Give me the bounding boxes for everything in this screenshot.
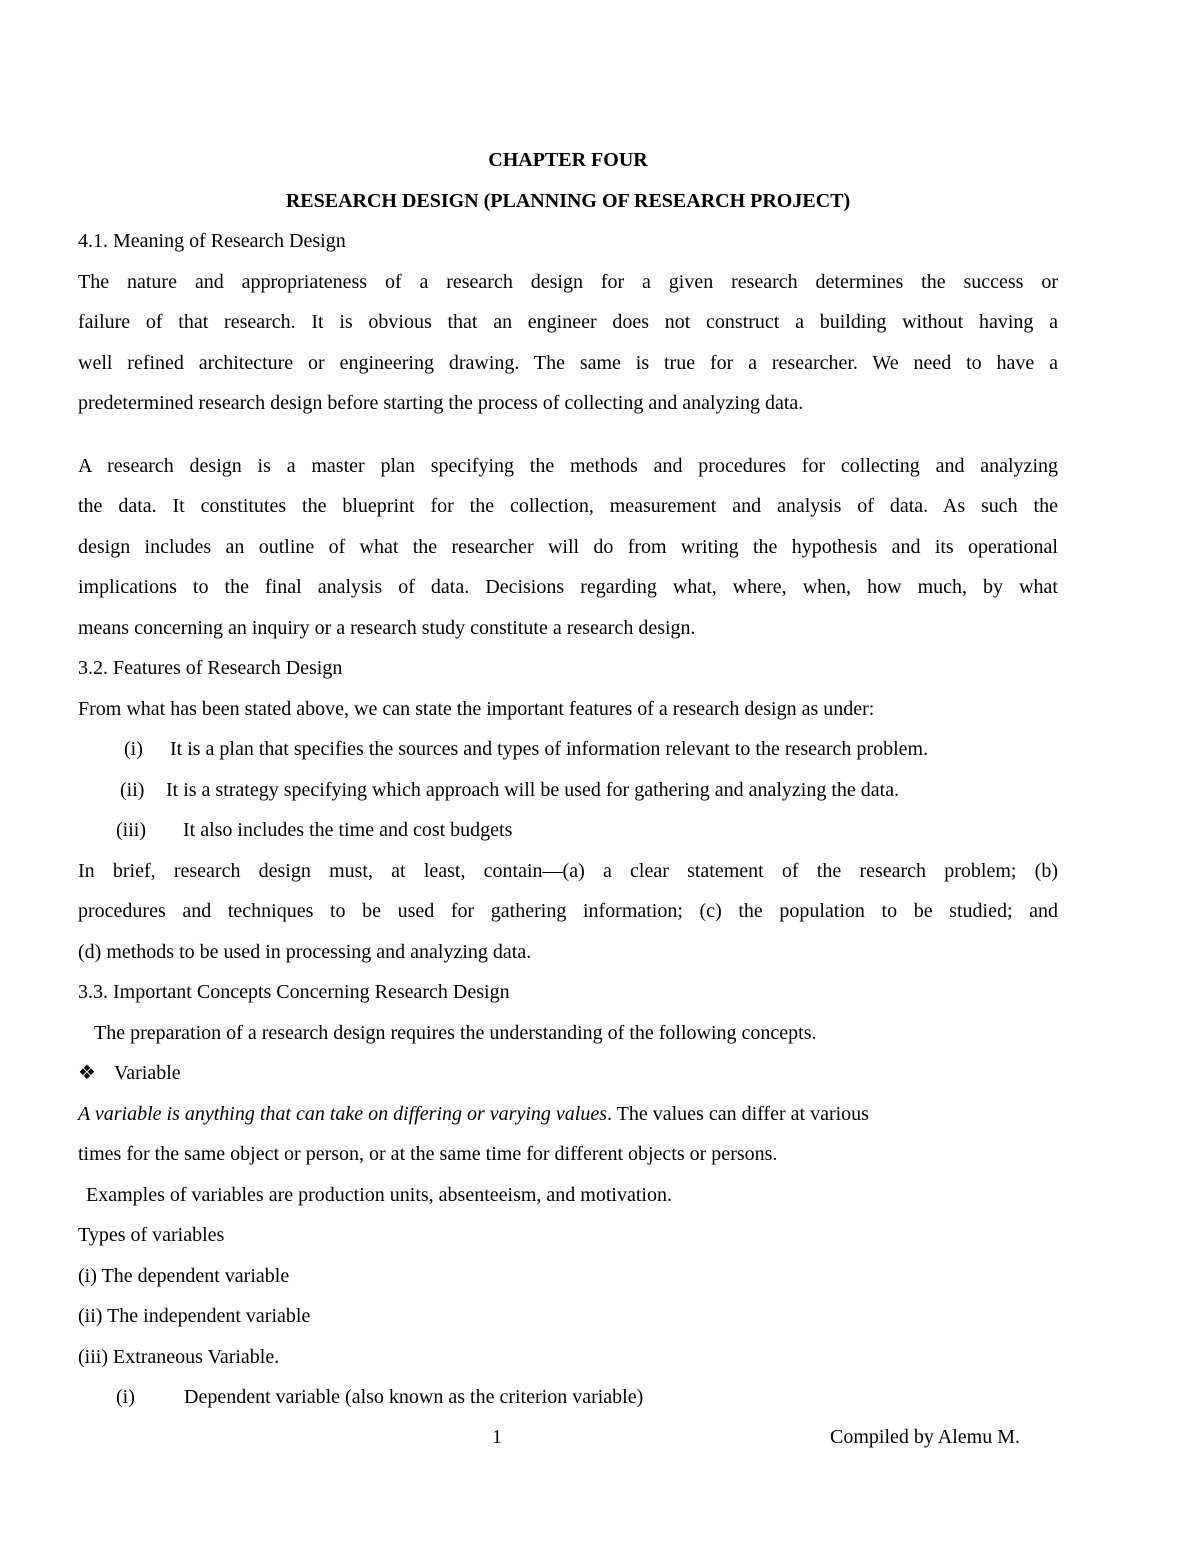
paragraph-line: The nature and appropriateness of a research design for a given research determines the success or [78, 270, 1058, 293]
page-footer [0, 1426, 1200, 1458]
feature-item-text: It also includes the time and cost budgets [183, 819, 513, 841]
sub-item-number: (i) [116, 1386, 135, 1408]
paragraph-brief [78, 851, 1058, 973]
paragraph-definition [78, 446, 1058, 649]
feature-item-text: It is a plan that specifies the sources and types of information relevant to the research problem. [170, 738, 929, 760]
page-number: 1 [492, 1426, 502, 1448]
type-item: (iii) Extraneous Variable. [78, 1345, 280, 1368]
definition-rest: . The values can differ at various [607, 1102, 869, 1125]
paragraph-line: well refined architecture or engineering drawing. The same is true for a researcher. We need to have a [78, 351, 1058, 374]
types-heading: Types of variables [78, 1224, 225, 1246]
document-page [78, 140, 1058, 1418]
chapter-subtitle: RESEARCH DESIGN (PLANNING OF RESEARCH PROJECT) [285, 189, 851, 212]
type-item: (i) The dependent variable [78, 1264, 290, 1287]
definition-italic: A variable is anything that can take on differing or varying values [78, 1102, 607, 1125]
feature-item [78, 729, 1058, 770]
paragraph-line: the data. It constitutes the blueprint for the collection, measurement and analysis of data. As such the [78, 495, 1058, 517]
concepts-intro: The preparation of a research design requires the understanding of the following concepts. [94, 1021, 817, 1044]
paragraph-line: A research design is a master plan specifying the methods and procedures for collecting and analyzing [78, 454, 1058, 477]
paragraph-line: In brief, research design must, at least, contain—(a) a clear statement of the research problem; (b) [78, 859, 1058, 882]
paragraph-line: implications to the final analysis of data. Decisions regarding what, where, when, how much, by what [78, 576, 1058, 598]
type-item: (ii) The independent variable [78, 1305, 311, 1327]
paragraph-line: (d) methods to be used in processing and analyzing data. [78, 940, 532, 963]
paragraph-line: procedures and techniques to be used for gathering information; (c) the population to be studied; and [78, 900, 1058, 922]
feature-item [78, 810, 1058, 851]
variable-definition-line [78, 1094, 1058, 1135]
paragraph-line: means concerning an inquiry or a research study constitute a research design. [78, 616, 696, 639]
feature-item [78, 770, 1058, 811]
variable-examples: Examples of variables are production units, absenteeism, and motivation. [86, 1183, 672, 1206]
chapter-title: CHAPTER FOUR [488, 149, 648, 171]
feature-item-text: It is a strategy specifying which approach will be used for gathering and analyzing the data. [166, 778, 900, 801]
feature-item-number: (ii) [120, 778, 145, 801]
bullet-label: Variable [114, 1062, 181, 1084]
section-heading-4-1: 4.1. Meaning of Research Design [78, 230, 346, 252]
paragraph-line: design includes an outline of what the researcher will do from writing the hypothesis and its operational [78, 535, 1058, 558]
paragraph-gap [78, 424, 1058, 446]
feature-item-number: (iii) [116, 819, 146, 841]
feature-item-number: (i) [124, 738, 143, 760]
diamond-bullet-icon: ❖ [78, 1062, 96, 1084]
bullet-item-variable [78, 1053, 1058, 1094]
section-heading-3-2: 3.2. Features of Research Design [78, 657, 343, 679]
definition-text [78, 1094, 869, 1135]
paragraph-line: failure of that research. It is obvious that an engineer does not construct a building without having a [78, 311, 1058, 333]
paragraph-meaning [78, 262, 1058, 424]
compiled-by: Compiled by Alemu M. [830, 1426, 1020, 1448]
sub-item [78, 1377, 1058, 1418]
paragraph-line: times for the same object or person, or at the same time for different objects or persons. [78, 1143, 778, 1165]
section-heading-3-3: 3.3. Important Concepts Concerning Research Design [78, 981, 510, 1003]
features-intro: From what has been stated above, we can state the important features of a research design as under: [78, 697, 875, 720]
paragraph-line: predetermined research design before starting the process of collecting and analyzing data. [78, 392, 804, 414]
sub-item-text: Dependent variable (also known as the criterion variable) [184, 1386, 644, 1408]
